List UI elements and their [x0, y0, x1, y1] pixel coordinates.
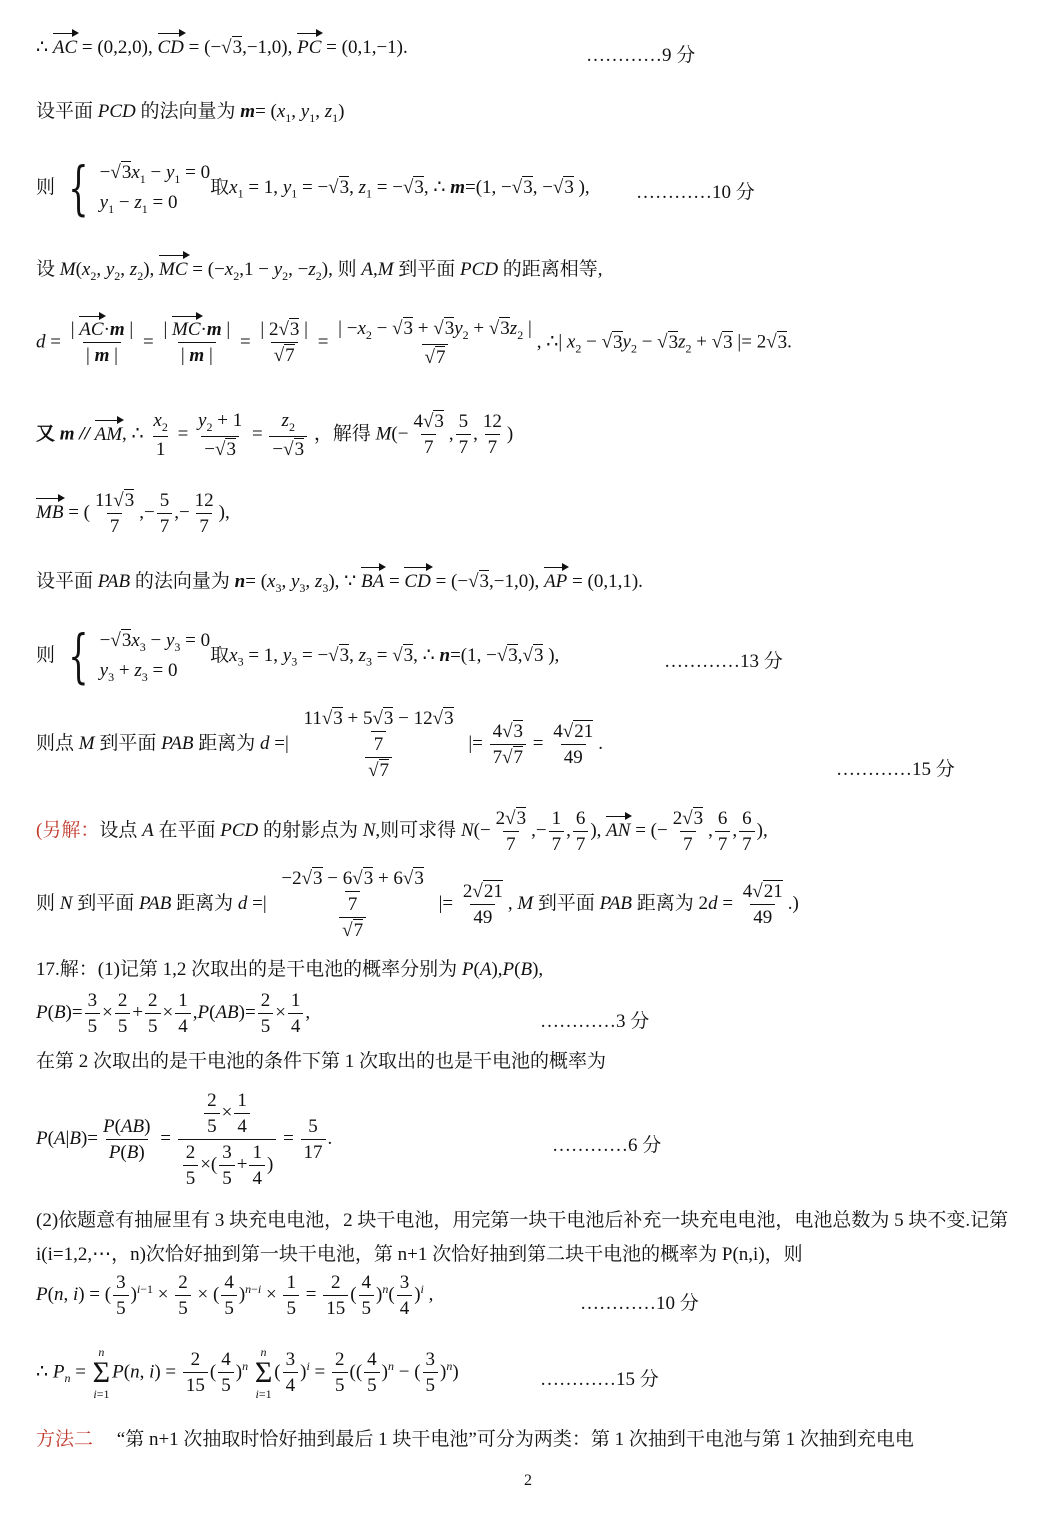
line-problem-17: 17.解：(1)记第 1,2 次取出的是干电池的概率分别为 P(A),P(B), [36, 959, 544, 980]
score-15a: …………15 分 [836, 759, 955, 780]
line-parallel-am: 又 m // AM, ∴ $\frac{x_2}{1}$ = $\frac{y_2 + 1}{-√3}$ = $\frac{z_2}{-√3}$ ，解得 M(− $\frac{4√3}{7}$ , $\frac{5}{7}$ , $\frac{12}{7}$ ) [36, 410, 514, 460]
score-3: …………3 分 [540, 1011, 650, 1032]
equation-system-1: { $-√3x_1 - y_1 = 0$ $y_1 - z_1 = 0$ [68, 154, 211, 223]
line-conditional-intro: 在第 2 次取出的是干电池的条件下第 1 次取出的也是干电池的概率为 [36, 1051, 607, 1072]
paragraph-part-2: (2)依题意有抽屉里有 3 块充电电池，2 块干电池，用完第一块干电池后补充一块充电电池，电池总数为 5 块不变.记第 i(i=1,2,⋯，n)次恰好抽到第一块干电池，第 n+1 次恰好抽到第二块干电池的概率为 P(n,i)，则 [36, 1210, 1009, 1265]
line-distance-n-pab: 则 N 到平面 PAB 距离为 d =| $\frac{\frac{-2√3 - 6√3 + 6√3}{7}}{√7}$ |= $\frac{2√21}{49}$ , M 到平面 PAB 距离为 2d = $\frac{4√21}{49}$ .) [36, 868, 799, 941]
lead-ze-1: 则 [36, 176, 56, 198]
system2-row2: $y_3 + z_3 = 0$ [99, 660, 178, 685]
line-conditional-probability: P(A|B)= $\frac{P(AB)}{P(B)}$ = $\frac{2}{5}$ × $\frac{1}{4}$ $\frac{2}{5}$ ×( $\frac{3}{5}$ + $\frac{1}{4}$ ) = $\frac{5}{17}$ . [36, 1090, 333, 1189]
system1-row2: $y_1 - z_1 = 0$ [99, 192, 178, 217]
line-vector-mb: MB = ( $\frac{11√3}{7}$ ,− $\frac{5}{7}$ ,− $\frac{12}{7}$ ), [36, 490, 230, 537]
page-number: 2 [524, 1472, 532, 1489]
score-10b: …………10 分 [580, 1293, 699, 1314]
line-pb-pab: P(B)= $\frac{3}{5}$ × $\frac{2}{5}$ + $\frac{2}{5}$ × $\frac{1}{4}$ ,P(AB)= $\frac{2}{5}$ × $\frac{1}{4}$ , [36, 990, 311, 1037]
equation-system-2: { $-√3x_3 - y_3 = 0$ $y_3 + z_3 = 0$ [68, 622, 211, 691]
lead-ze-2: 则 [36, 644, 56, 666]
system2-row1: $-√3x_3 - y_3 = 0$ [99, 630, 211, 654]
line-system-pcd: 则 { $-√3x_1 - y_1 = 0$ $y_1 - z_1 = 0$ 取$x_1 = 1$, $y_1 = -√3$, $z_1 = -√3$, ∴ m=(1, −√3, −√3 ), [36, 154, 590, 223]
lead-you: 又 [36, 423, 56, 445]
line-pni: P(n, i) = ( $\frac{3}{5}$ )$^{i-1}$ × $\frac{2}{5}$ × ( $\frac{4}{5}$ )$^{n-i}$ × $\frac{1}{5}$ = $\frac{2}{15}$ ( $\frac{4}{5}$ )$^n$( $\frac{3}{4}$ )$^i$ , [36, 1272, 434, 1319]
system1-row1: $-√3x_1 - y_1 = 0$ [99, 162, 211, 186]
line-point-m: 设 $M(x_2$, $y_2$, $z_2$), MC = ($-x_2,1 - y_2$, $-z_2$), 则 A,M 到平面 PCD 的距离相等, [36, 259, 603, 283]
line-vectors-ac-cd-pc: ∴ AC = (0,2,0), CD = (−√3,−1,0), PC = (0,1,−1). [36, 36, 1026, 61]
score-13: …………13 分 [664, 651, 783, 672]
line-alternative-solution: (另解：设点 A 在平面 PCD 的射影点为 N,则可求得 N(− $\frac{2√3}{7}$ ,− $\frac{1}{7}$ , $\frac{6}{7}$ ), AN = (− $\frac{2√3}{7}$ , $\frac{6}{7}$ , $\frac{6}{7}$ ), [36, 808, 768, 855]
method-two-text: “第 n+1 次抽取时恰好抽到最后 1 块干电池”可分为两类：第 1 次抽到干电池与第 1 次抽到充电电 [116, 1429, 914, 1450]
line-pn-sum: ∴ $P_n$ = n Σ i=1 P(n, i) = $\frac{2}{15}$ ( $\frac{4}{5}$ )$^n$ n Σ i=1 ( $\frac{3}{4}$ )$^i$ = $\frac{2}{5}$ (( $\frac{4}{5}$ )$^n$ − ( $\frac{3}{5}$ )$^n$) [36, 1345, 459, 1401]
line-system-pab: 则 { $-√3x_3 - y_3 = 0$ $y_3 + z_3 = 0$ 取$x_3 = 1$, $y_3 = -√3$, $z_3 = √3$, ∴ n=(1, −√3,√3 ), [36, 622, 560, 691]
alt-solution-label: (另解： [36, 820, 100, 842]
line-normal-pcd: 设平面 PCD 的法向量为 $m= (x_1$, $y_1$, $z_1$) [36, 101, 345, 125]
line-distance-m-pab: 则点 M 到平面 PAB 距离为 d =| $\frac{\frac{11√3 + 5√3 - 12√3}{7}}{√7}$ |= $\frac{4√3}{7√7}$ = $\frac{4√21}{49}$ . [36, 708, 603, 781]
line-method-two [36, 1428, 1026, 1453]
line-distance-equation: d = $\frac{| AC\cdot m |}{| m |}$ = $\frac{| MC\cdot m |}{| m |}$ = $\frac{| 2√3 |}{√7}$ = $\frac{| -x_2 - √3 + √3y_2 + √3z_2 |}{√7}$ , ∴| $x_2 - √3y_2 - √3z_2 + √3$ |= 2√3. [36, 318, 792, 368]
score-9: …………9 分 [586, 45, 696, 66]
method-two-label: 方法二 [36, 1429, 94, 1450]
score-10: …………10 分 [636, 182, 755, 203]
score-15b: …………15 分 [540, 1369, 659, 1390]
score-6: …………6 分 [552, 1135, 662, 1156]
line-normal-pab: 设平面 PAB 的法向量为 $n= (x_3$, $y_3$, $z_3$), ∵ BA = CD = (−√3,−1,0), AP = (0,1,1). [36, 571, 643, 595]
